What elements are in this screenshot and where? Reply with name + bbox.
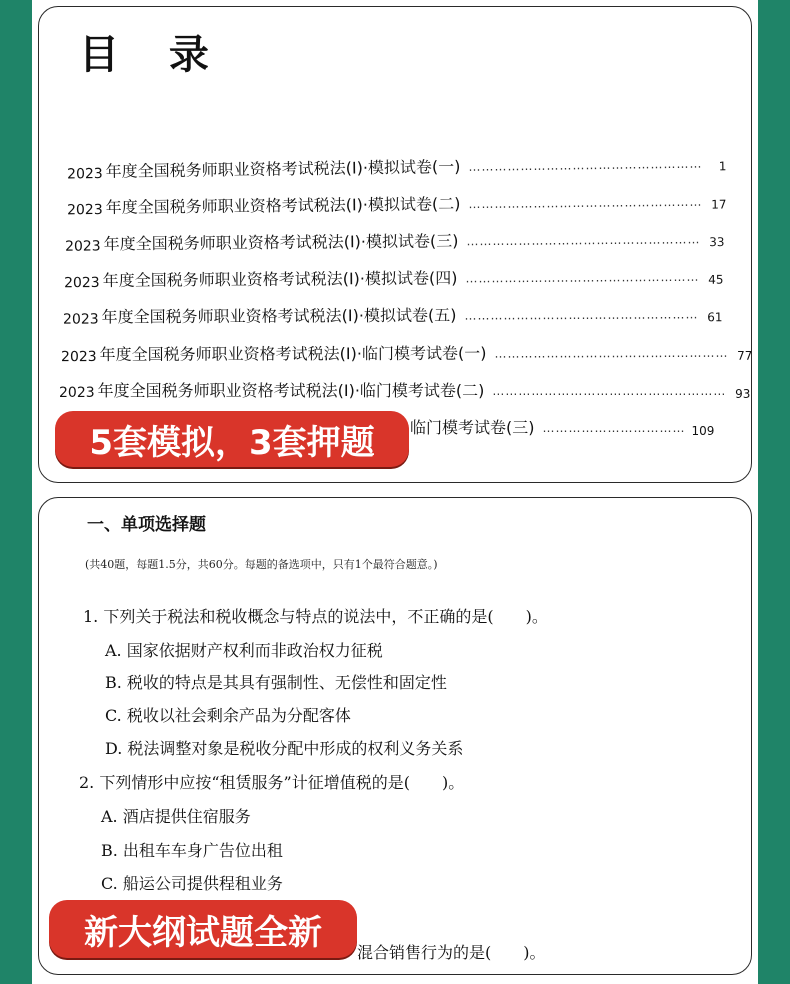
toc-leader-dots: ……………………………………………… — [465, 269, 700, 286]
toc-leader-dots: ……………………………………………… — [468, 156, 703, 174]
toc-entry-name: 年度全国税务师职业资格考试税法(Ⅰ)·临门模考试卷(一) — [99, 343, 487, 364]
toc-leader-dots: ……………………………………………… — [464, 307, 699, 323]
toc-entry[interactable] — [66, 186, 727, 219]
answer-option: D. 税法调整对象是税收分配中形成的权利义务关系 — [105, 739, 464, 758]
toc-entry-name: 年度全国税务师职业资格考试税法(Ⅰ)·模拟试卷(一) — [105, 156, 461, 181]
toc-entry-name: 年度全国税务师职业资格考试税法(Ⅰ)·临门模考试卷(二) — [97, 381, 485, 400]
toc-entry-page: 45 — [708, 272, 724, 287]
toc-entry-year: 2023 — [62, 311, 99, 328]
toc-leader-dots: ……………………………………………… — [466, 232, 701, 249]
toc-entry-year: 2023 — [63, 274, 100, 292]
section-note: (共40题，每题1.5分，共60分。每题的备选项中，只有1个最符合题意。) — [85, 558, 438, 571]
toc-leader-dots: ……………………………………………… — [468, 194, 703, 212]
toc-entry-page: 77 — [737, 348, 753, 363]
toc-entry[interactable] — [64, 223, 725, 255]
toc-entry[interactable] — [66, 148, 727, 183]
toc-entry-name: 年度全国税务师职业资格考试税法(Ⅰ)·模拟试卷(四) — [102, 268, 458, 290]
toc-entry[interactable] — [60, 337, 753, 366]
toc-title: 目 录 — [79, 32, 227, 78]
toc-leader-dots: ……………………………………………… — [494, 345, 729, 361]
answer-option: B. 出租车车身广告位出租 — [101, 841, 283, 860]
toc-entry-name: 年度全国税务师职业资格考试税法(Ⅰ)·模拟试卷(二) — [105, 194, 461, 217]
answer-option: C. 船运公司提供程租业务 — [101, 874, 283, 893]
answer-option: C. 税收以社会剩余产品为分配客体 — [105, 706, 351, 725]
promo-banner-new-syllabus: 新大纲试题全新 — [49, 900, 357, 958]
question-stem: 2. 下列情形中应按“租赁服务”计征增值税的是( )。 — [79, 773, 465, 792]
toc-entry[interactable] — [62, 298, 723, 328]
toc-entry[interactable] — [59, 375, 751, 401]
question-stem: 1. 下列关于税法和税收概念与特点的说法中，不正确的是( )。 — [83, 607, 548, 626]
toc-card — [38, 6, 752, 483]
toc-leader-dots: …………………………… — [542, 421, 686, 435]
right-border-stripe — [758, 0, 790, 984]
toc-entry-year: 2023 — [60, 349, 97, 366]
answer-option: A. 国家依据财产权利而非政治权力征税 — [105, 641, 383, 660]
toc-entry[interactable] — [63, 261, 724, 292]
toc-entry-year: 2023 — [59, 385, 95, 401]
question-sample-card — [38, 497, 752, 975]
left-border-stripe — [0, 0, 32, 984]
toc-entry-year: 2023 — [66, 201, 103, 219]
answer-option: B. 税收的特点是其具有强制性、无偿性和固定性 — [105, 673, 447, 692]
toc-entry-year: 2023 — [64, 238, 101, 255]
promo-banner-mock-exams: 5套模拟，3套押题 — [55, 411, 409, 467]
question-stem-partial: 混合销售行为的是( )。 — [357, 943, 546, 962]
toc-entry-page: 109 — [691, 424, 715, 438]
section-title: 一、单项选择题 — [87, 515, 206, 535]
toc-entry-page: 93 — [735, 387, 751, 401]
toc-entry-page: 61 — [707, 310, 723, 325]
toc-leader-dots: ……………………………………………… — [492, 384, 727, 398]
toc-entry-year: 2023 — [66, 165, 103, 183]
toc-entry-page: 33 — [709, 235, 725, 250]
toc-entry[interactable] — [407, 412, 715, 438]
toc-entry-name: 年度全国税务师职业资格考试税法(Ⅰ)·模拟试卷(三) — [103, 231, 459, 254]
answer-option: A. 酒店提供住宿服务 — [101, 807, 251, 826]
toc-entry-page: 1 — [718, 159, 727, 174]
toc-entry-page: 17 — [711, 197, 727, 212]
toc-entry-name: 年度全国税务师职业资格考试税法(Ⅰ)·模拟试卷(五) — [101, 305, 457, 327]
toc-entry-name: 临门模考试卷(三) — [410, 418, 535, 437]
